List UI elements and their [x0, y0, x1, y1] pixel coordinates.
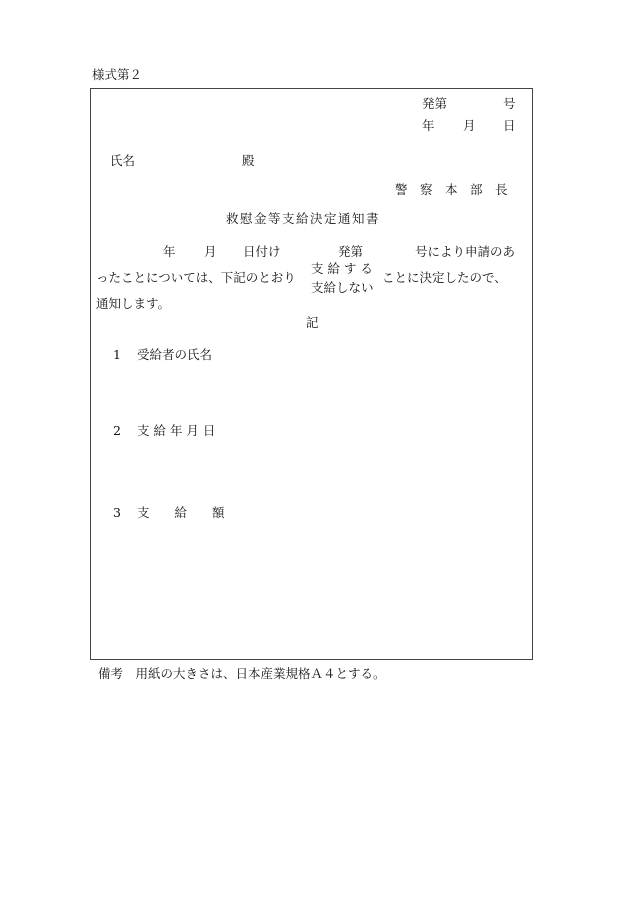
ki-heading: 記 — [306, 315, 319, 330]
issue-number-suffix: 号 — [503, 96, 516, 111]
issue-number-prefix: 発第 — [422, 96, 448, 111]
body-issue-prefix: 発第 — [338, 244, 364, 259]
form-label: 様式第２ — [92, 67, 143, 82]
item-2-number: 2 — [113, 423, 121, 438]
body-line2-tail: ことに決定したので、 — [382, 270, 507, 285]
body-date-suffix: 日付け — [243, 244, 281, 259]
body-line2-head: ったことについては、下記のとおり — [96, 270, 296, 285]
item-3-number: 3 — [113, 505, 121, 520]
item-3-label: 支 給 額 — [137, 505, 225, 520]
date-month: 月 — [463, 118, 476, 133]
sender: 警 察 本 部 長 — [395, 182, 508, 197]
item-2-label: 支 給 年 月 日 — [137, 423, 216, 438]
recipient-name-label: 氏名 — [110, 153, 136, 168]
date-year: 年 — [422, 118, 435, 133]
body-line1-tail: 号により申請のあ — [415, 244, 516, 259]
option-pay: 支 給 す る — [311, 261, 373, 276]
document-title: 救慰金等支給決定通知書 — [226, 211, 381, 226]
form-frame — [90, 88, 533, 660]
recipient-honorific: 殿 — [242, 153, 255, 168]
remarks-note: 備考 用紙の大きさは、日本産業規格Ａ４とする。 — [98, 666, 386, 681]
option-no-pay: 支給しない — [311, 280, 374, 295]
body-line3: 通知します。 — [96, 296, 171, 311]
item-1-label: 受給者の氏名 — [137, 347, 213, 362]
body-year: 年 — [163, 244, 176, 259]
date-day: 日 — [503, 118, 516, 133]
item-1-number: 1 — [113, 347, 121, 362]
body-month: 月 — [204, 244, 217, 259]
